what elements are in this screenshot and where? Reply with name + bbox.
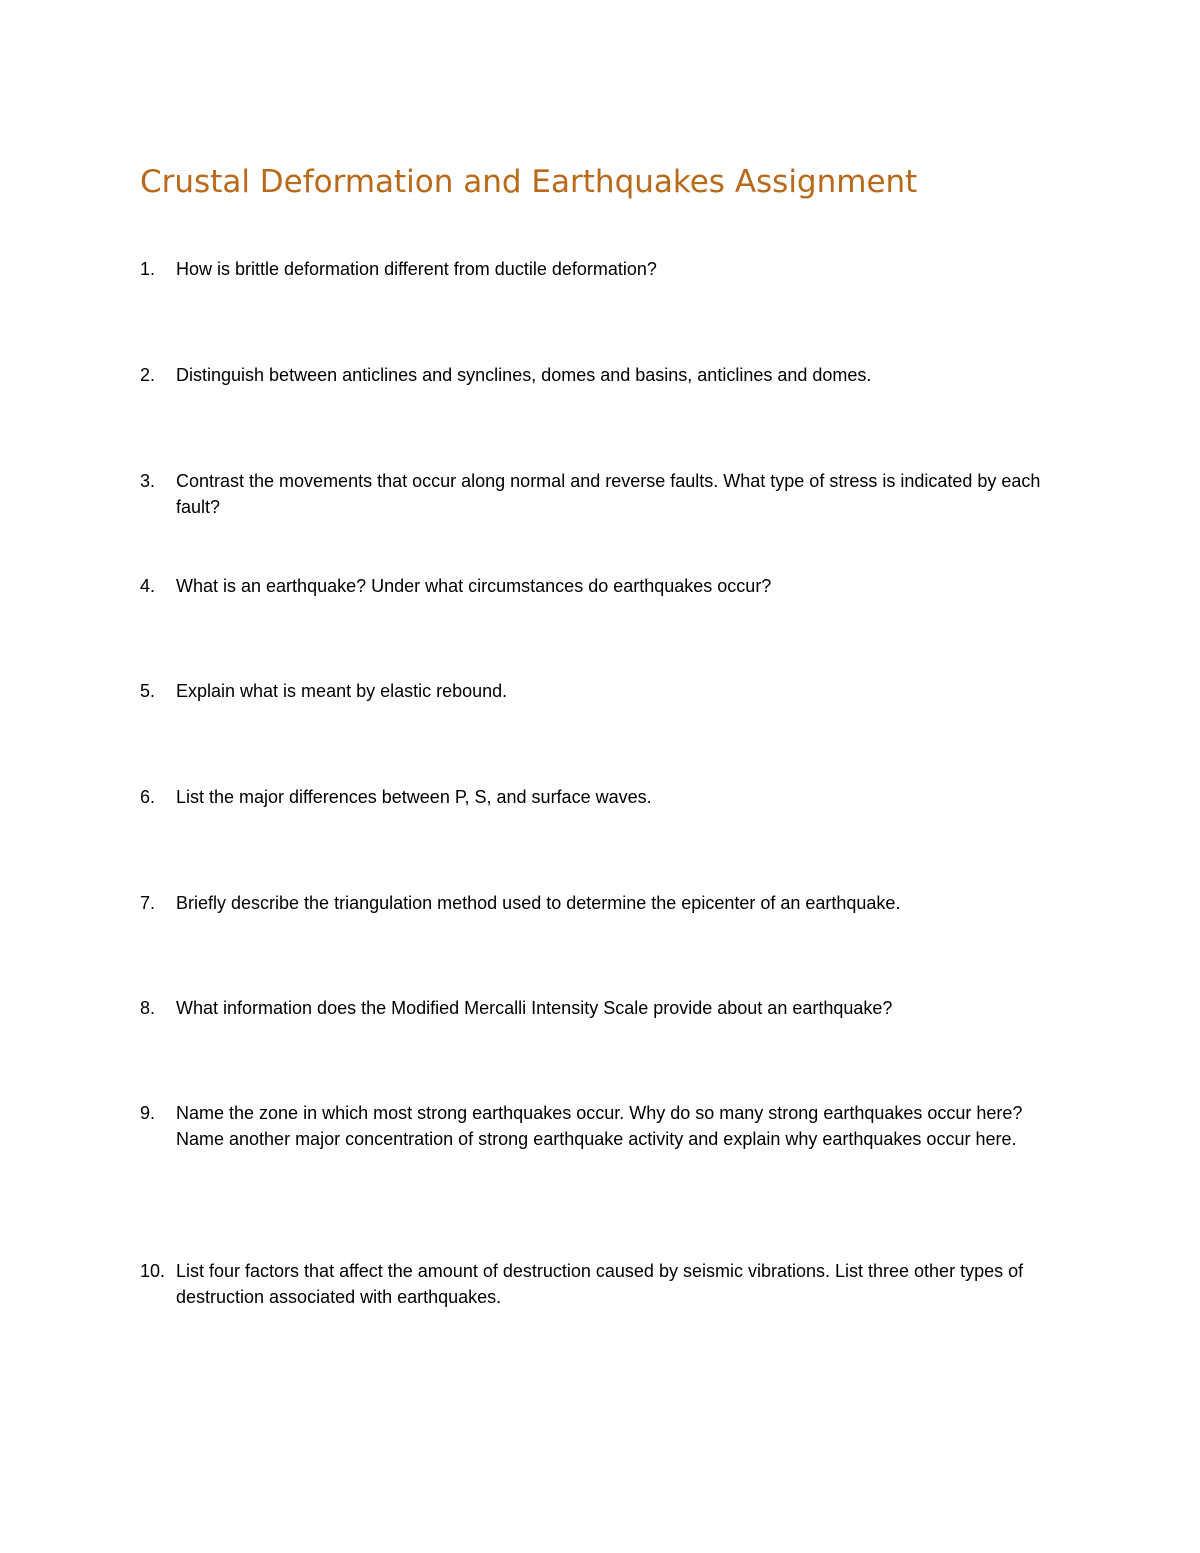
question-item <box>140 468 1070 520</box>
question-item <box>140 1100 1070 1152</box>
question-text: What is an earthquake? Under what circumstances do earthquakes occur? <box>176 576 772 596</box>
question-item <box>140 890 1070 916</box>
question-text: Name the zone in which most strong earthquakes occur. Why do so many strong earthquakes occur here? Name another major concentration of strong earthquake activity and explain why earthquakes occur here. <box>176 1103 1023 1149</box>
question-text: How is brittle deformation different from ductile deformation? <box>176 259 657 279</box>
question-number: 3. <box>140 471 156 491</box>
question-item <box>140 573 1070 599</box>
question-number: 8. <box>140 998 156 1018</box>
question-item <box>140 678 1070 704</box>
question-item <box>140 1258 1070 1310</box>
question-number: 5. <box>140 681 156 701</box>
question-text: Explain what is meant by elastic rebound. <box>176 681 508 701</box>
question-number: 7. <box>140 893 156 913</box>
question-number: 1. <box>140 259 156 279</box>
question-item <box>140 784 1070 810</box>
question-item <box>140 362 1070 388</box>
question-text: List four factors that affect the amount of destruction caused by seismic vibrations. List three other types of destruction associated with earthquakes. <box>176 1261 1024 1307</box>
question-number: 10. <box>140 1261 166 1281</box>
question-item <box>140 995 1070 1021</box>
question-text: List the major differences between P, S, and surface waves. <box>176 787 652 807</box>
question-text: Distinguish between anticlines and synclines, domes and basins, anticlines and domes. <box>176 365 872 385</box>
question-text: Contrast the movements that occur along normal and reverse faults. What type of stress is indicated by each fault? <box>176 471 1041 517</box>
document-title: Crustal Deformation and Earthquakes Assignment <box>140 164 918 200</box>
question-item <box>140 256 1070 282</box>
question-number: 6. <box>140 787 156 807</box>
question-text: What information does the Modified Mercalli Intensity Scale provide about an earthquake? <box>176 998 893 1018</box>
question-number: 4. <box>140 576 156 596</box>
question-number: 9. <box>140 1103 156 1123</box>
question-number: 2. <box>140 365 156 385</box>
question-text: Briefly describe the triangulation method used to determine the epicenter of an earthquake. <box>176 893 901 913</box>
